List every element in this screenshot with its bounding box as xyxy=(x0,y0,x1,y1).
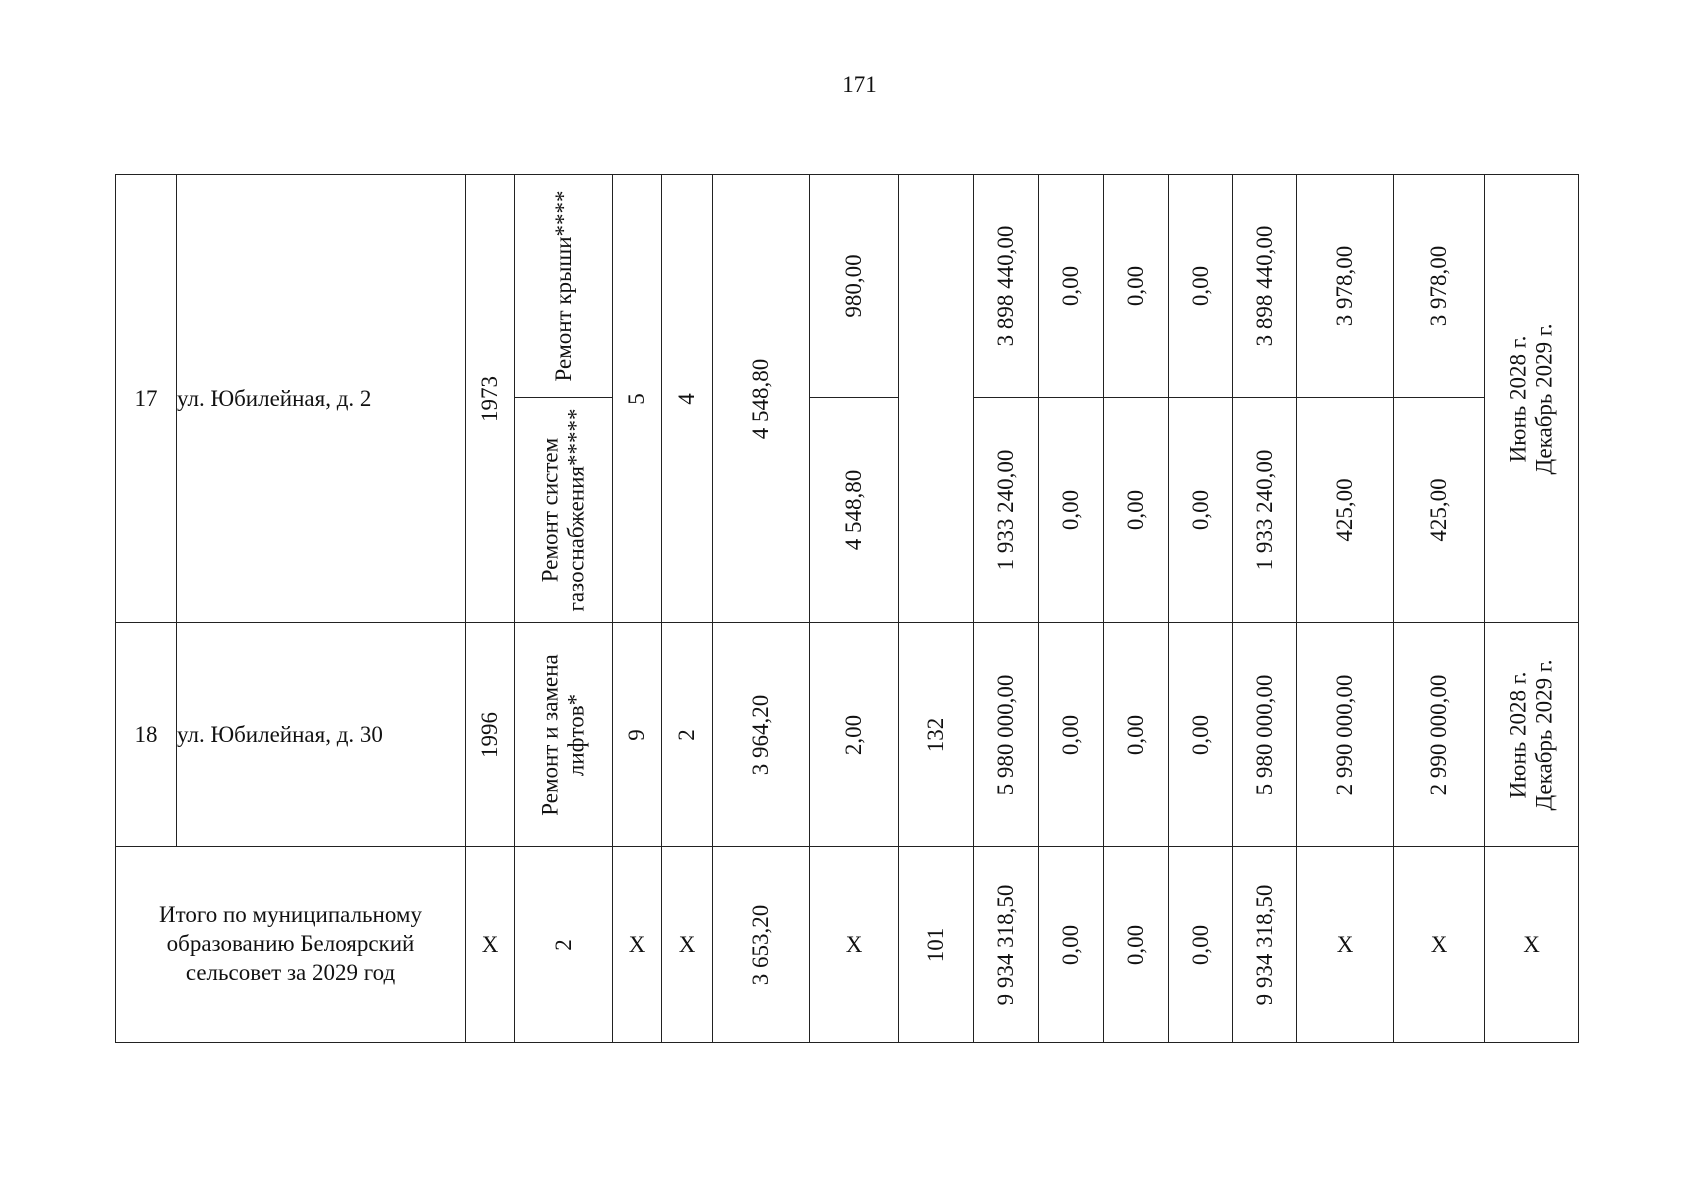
fund-2-text: 0,00 xyxy=(1122,714,1148,755)
volume-cell xyxy=(810,175,899,398)
total-area-text: 3 653,20 xyxy=(747,904,773,985)
year-text: 1996 xyxy=(476,711,502,758)
address-cell: ул. Юбилейная, д. 2 xyxy=(177,175,466,623)
volume-text: 4 548,80 xyxy=(840,469,866,551)
total-label-line-3: сельсовет за 2029 год xyxy=(185,959,396,985)
work-type-cell xyxy=(515,175,613,398)
work-type-line-2: лифтов* xyxy=(563,693,589,776)
capital-repair-table xyxy=(115,174,1579,1043)
max-cost-cell xyxy=(1394,398,1485,623)
fund-3-text: 0,00 xyxy=(1187,265,1213,307)
total-fund-2-text: 0,00 xyxy=(1122,924,1148,965)
total-max-cost-cell: X xyxy=(1394,847,1485,1043)
fund-3-cell xyxy=(1169,398,1233,623)
fund-1-cell xyxy=(1039,175,1104,398)
total-label xyxy=(116,847,466,1043)
residents-cell xyxy=(899,623,974,847)
unit-cost-text: 3 978,00 xyxy=(1331,245,1357,327)
fund-1-text: 0,00 xyxy=(1057,714,1083,755)
page-number: 171 xyxy=(842,72,877,97)
total-owners-cell xyxy=(1233,847,1297,1043)
fund-3-cell xyxy=(1169,623,1233,847)
volume-cell xyxy=(810,623,899,847)
area-text: 4 548,80 xyxy=(747,358,773,439)
owners-cell xyxy=(1233,398,1297,623)
volume-text: 980,00 xyxy=(840,254,866,318)
unit-cost-cell xyxy=(1297,175,1394,398)
fund-2-text: 0,00 xyxy=(1122,489,1148,531)
floors-cell xyxy=(613,175,662,623)
fund-1-text: 0,00 xyxy=(1057,489,1083,531)
total-owners-text: 9 934 318,50 xyxy=(1251,884,1277,1005)
max-cost-text: 3 978,00 xyxy=(1425,245,1451,327)
period-text xyxy=(1505,323,1558,474)
area-text: 3 964,20 xyxy=(747,694,773,775)
total-volume-cell: X xyxy=(810,847,899,1043)
floors-cell xyxy=(613,623,662,847)
total-year-cell: X xyxy=(466,847,515,1043)
volume-text: 2,00 xyxy=(840,714,866,755)
floors-text: 9 xyxy=(623,728,649,741)
total-row xyxy=(116,847,1579,1043)
max-cost-cell xyxy=(1394,175,1485,398)
period-start: Июнь 2028 г. xyxy=(1505,671,1531,798)
entrances-cell xyxy=(662,623,713,847)
period-text xyxy=(1505,659,1558,810)
fund-2-cell xyxy=(1104,398,1169,623)
owners-cell xyxy=(1233,175,1297,398)
fund-1-cell xyxy=(1039,398,1104,623)
cost-total-cell xyxy=(974,623,1039,847)
floors-text: 5 xyxy=(623,392,649,405)
period-end: Декабрь 2029 г. xyxy=(1531,323,1557,474)
unit-cost-cell xyxy=(1297,623,1394,847)
total-period-cell: X xyxy=(1485,847,1579,1043)
total-entrances-cell: X xyxy=(662,847,713,1043)
work-type-text xyxy=(537,654,590,816)
max-cost-text: 425,00 xyxy=(1425,478,1451,542)
fund-3-cell xyxy=(1169,175,1233,398)
total-unit-cost-cell: X xyxy=(1297,847,1394,1043)
fund-2-cell xyxy=(1104,623,1169,847)
period-start: Июнь 2028 г. xyxy=(1505,335,1531,462)
total-residents-cell xyxy=(899,847,974,1043)
total-residents-text: 101 xyxy=(922,927,948,962)
total-fund-1-cell xyxy=(1039,847,1104,1043)
total-fund-3-cell xyxy=(1169,847,1233,1043)
cost-total-text: 5 980 000,00 xyxy=(992,674,1018,795)
unit-cost-cell xyxy=(1297,398,1394,623)
fund-2-text: 0,00 xyxy=(1122,265,1148,307)
fund-1-text: 0,00 xyxy=(1057,265,1083,307)
total-area-cell xyxy=(713,847,810,1043)
year-cell xyxy=(466,175,515,623)
owners-cell xyxy=(1233,623,1297,847)
row-number: 18 xyxy=(116,623,177,847)
work-type-cell xyxy=(515,398,613,623)
work-type-text xyxy=(537,408,590,611)
cost-total-cell xyxy=(974,175,1039,398)
total-count-cell xyxy=(515,847,613,1043)
total-fund-2-cell xyxy=(1104,847,1169,1043)
table-row xyxy=(116,623,1579,847)
work-type-line-1: Ремонт систем xyxy=(537,437,563,583)
owners-text: 1 933 240,00 xyxy=(1251,449,1277,571)
total-fund-1-text: 0,00 xyxy=(1057,924,1083,965)
work-type-line-2: газоснабжения***** xyxy=(563,408,589,612)
unit-cost-text: 425,00 xyxy=(1331,478,1357,542)
volume-cell xyxy=(810,398,899,623)
fund-3-text: 0,00 xyxy=(1187,489,1213,531)
work-type-line-1: Ремонт и замена xyxy=(537,653,563,816)
fund-1-cell xyxy=(1039,623,1104,847)
total-fund-3-text: 0,00 xyxy=(1187,924,1213,965)
cost-total-cell xyxy=(974,398,1039,623)
year-cell xyxy=(466,623,515,847)
total-label-line-1: Итого по муниципальному xyxy=(159,902,422,928)
total-cost-text: 9 934 318,50 xyxy=(992,884,1018,1005)
residents-cell xyxy=(899,175,974,623)
area-cell xyxy=(713,623,810,847)
period-cell xyxy=(1485,623,1579,847)
cost-total-text: 1 933 240,00 xyxy=(992,449,1018,571)
row-number: 17 xyxy=(116,175,177,623)
residents-text: 132 xyxy=(922,717,948,752)
total-count-text: 2 xyxy=(550,938,576,951)
total-label-line-2: образованию Белоярский xyxy=(166,931,415,957)
entrances-text: 4 xyxy=(673,392,699,405)
total-floors-cell: X xyxy=(613,847,662,1043)
fund-3-text: 0,00 xyxy=(1187,714,1213,755)
cost-total-text: 3 898 440,00 xyxy=(992,225,1018,347)
owners-text: 5 980 000,00 xyxy=(1251,674,1277,795)
owners-text: 3 898 440,00 xyxy=(1251,225,1277,347)
fund-2-cell xyxy=(1104,175,1169,398)
unit-cost-text: 2 990 000,00 xyxy=(1331,674,1357,795)
entrances-cell xyxy=(662,175,713,623)
entrances-text: 2 xyxy=(673,728,699,741)
total-cost-cell xyxy=(974,847,1039,1043)
max-cost-cell xyxy=(1394,623,1485,847)
work-type-text: Ремонт крыши**** xyxy=(550,190,576,382)
table-row xyxy=(116,175,1579,398)
period-cell xyxy=(1485,175,1579,623)
max-cost-text: 2 990 000,00 xyxy=(1425,674,1451,795)
year-text: 1973 xyxy=(476,375,502,422)
address-cell: ул. Юбилейная, д. 30 xyxy=(177,623,466,847)
work-type-cell xyxy=(515,623,613,847)
area-cell xyxy=(713,175,810,623)
period-end: Декабрь 2029 г. xyxy=(1531,659,1557,810)
